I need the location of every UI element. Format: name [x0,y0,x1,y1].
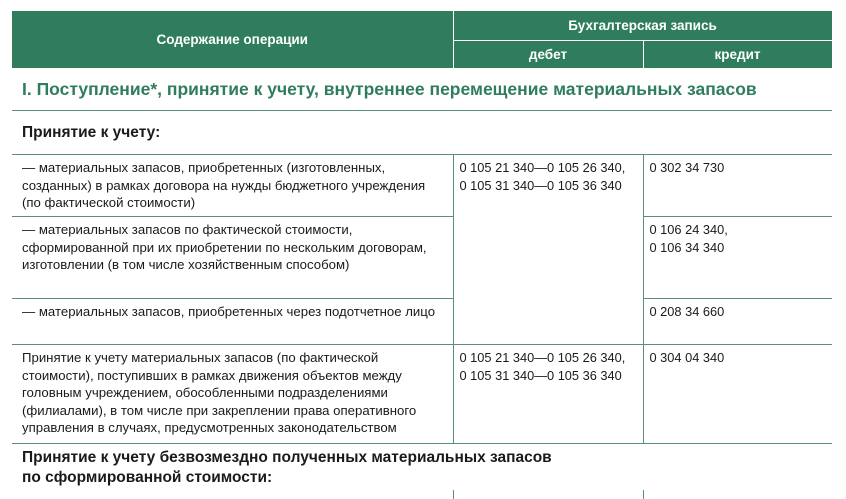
table-row [12,299,832,345]
header-bookkeeping: Бухгалтерская запись [453,11,832,41]
operation-cell: Принятие к учету материальных запасов (по фактической стоимости), поступивших в рамках движения объектов между головным учреждением, обособленными подразделениями (филиалами), в том числе при закреплении права оперативного управления в случаях, предусмотренных законодательством [12,345,453,444]
operation-cell: — материальных запасов, приобретенных (изготовленных, созданных) в рамках договора на нужды бюджетного учреждения (по фактической стоимости) [12,155,453,217]
header-debit: дебет [453,40,643,69]
table-row [12,345,832,444]
debit-cell: 0 105 21 340—0 105 26 340, 0 105 31 340—0 105 36 340 [453,155,643,345]
table-row [12,490,832,499]
group-acceptance: Принятие к учету: [12,111,832,155]
empty-cell [12,490,453,499]
section-title: I. Поступление*, принятие к учету, внутреннее перемещение материальных запасов [12,69,832,111]
credit-cell: 0 106 24 340, 0 106 34 340 [643,217,832,299]
group-donated: Принятие к учету безвозмездно полученных материальных запасов по сформированной стоимости: [22,449,552,487]
empty-cell [453,490,643,499]
empty-cell [643,490,832,499]
credit-cell: 0 208 34 660 [643,299,832,345]
debit-cell: 0 105 21 340—0 105 26 340, 0 105 31 340—0 105 36 340 [453,345,643,444]
operation-cell: — материальных запасов по фактической стоимости, сформированной при их приобретении по нескольким договорам, изготовлении (в том числе хозяйственным способом) [12,217,453,299]
credit-cell: 0 304 04 340 [643,345,832,444]
table-row [12,155,832,217]
table-row [12,217,832,299]
header-operation: Содержание операции [12,11,453,69]
accounting-table [12,10,833,499]
operation-cell: — материальных запасов, приобретенных через подотчетное лицо [12,299,453,345]
header-credit: кредит [643,40,832,69]
credit-cell: 0 302 34 730 [643,155,832,217]
